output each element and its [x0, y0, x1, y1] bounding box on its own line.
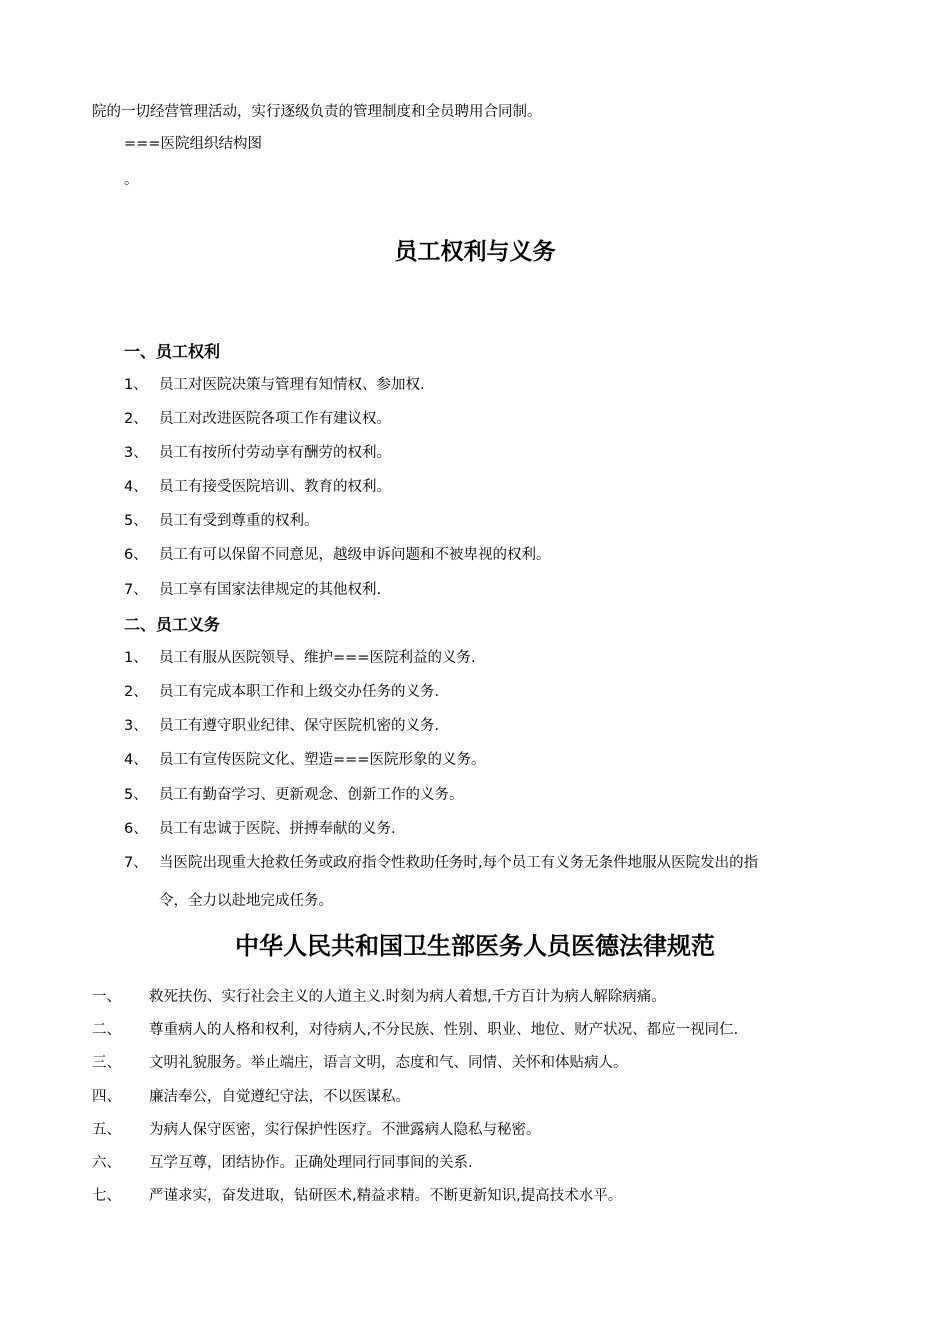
item-number: 七、	[92, 1188, 121, 1204]
item-text: 互学互尊，团结协作。正确处理同行同事间的关系.	[149, 1155, 473, 1171]
item-text: 员工有宣传医院文化、塑造===医院形象的义务。	[159, 752, 486, 768]
item-number: 2、	[124, 411, 148, 427]
item-number: 一、	[92, 989, 121, 1005]
item-number: 5、	[124, 787, 148, 803]
item-text: 为病人保守医密，实行保护性医疗。不泄露病人隐私与秘密。	[149, 1122, 541, 1138]
intro-line-2: ===医院组织结构图	[124, 136, 262, 152]
item-number: 7、	[124, 855, 148, 871]
item-text: 员工有受到尊重的权利。	[159, 513, 319, 529]
item-number: 7、	[124, 582, 148, 598]
item-number: 4、	[124, 479, 148, 495]
item-number: 6、	[124, 821, 148, 837]
item-text: 员工有按所付劳动享有酬劳的权利。	[159, 445, 391, 461]
item-number: 2、	[124, 684, 148, 700]
item-number: 3、	[124, 445, 148, 461]
item-number: 6、	[124, 547, 148, 563]
item-text: 员工有可以保留不同意见，越级申诉问题和不被卑视的权利。	[159, 547, 551, 563]
item-number: 四、	[92, 1089, 121, 1105]
duties-heading: 二、员工义务	[124, 615, 221, 634]
item-text: 员工有勤奋学习、更新观念、创新工作的义务。	[159, 787, 464, 803]
item-text: 员工有忠诚于医院、拼搏奉献的义务.	[159, 821, 396, 837]
item-text: 员工有接受医院培训、教育的权利。	[159, 479, 391, 495]
item-number: 六、	[92, 1155, 121, 1171]
rights-duties-title: 员工权利与义务	[394, 239, 556, 265]
item-text: 尊重病人的人格和权利，对待病人,不分民族、性别、职业、地位、财产状况、都应一视同仁.	[149, 1022, 739, 1038]
item-text: 员工有遵守职业纪律、保守医院机密的义务.	[159, 718, 440, 734]
item-number: 1、	[124, 650, 148, 666]
item-number: 二、	[92, 1022, 121, 1038]
item-text: 员工享有国家法律规定的其他权利.	[159, 582, 382, 598]
item-text: 员工有服从医院领导、维护===医院利益的义务.	[159, 650, 476, 666]
item-text: 员工有完成本职工作和上级交办任务的义务.	[159, 684, 440, 700]
rights-heading: 一、员工权利	[124, 342, 221, 361]
item-text: 严谨求实，奋发进取，钻研医术,精益求精。不断更新知识,提高技术水平。	[149, 1188, 623, 1204]
item-text: 救死扶伤、实行社会主义的人道主义.时刻为病人着想,千方百计为病人解除病痛。	[149, 989, 666, 1005]
intro-line-3: 。	[124, 172, 139, 188]
ethics-title: 中华人民共和国卫生部医务人员医德法律规范	[235, 932, 715, 960]
item-text: 当医院出现重大抢救任务或政府指令性救助任务时,每个员工有义务无条件地服从医院发出的指	[159, 855, 759, 871]
item-text: 文明礼貌服务。举止端庄，语言文明，态度和气、同情、关怀和体贴病人。	[149, 1055, 628, 1071]
item-number: 1、	[124, 377, 148, 393]
item-text: 员工对改进医院各项工作有建议权。	[159, 411, 391, 427]
intro-line-1: 院的一切经营管理活动，实行逐级负责的管理制度和全员聘用合同制。	[92, 104, 542, 120]
item-number: 5、	[124, 513, 148, 529]
item-text: 廉洁奉公，自觉遵纪守法，不以医谋私。	[149, 1089, 410, 1105]
item-number: 4、	[124, 752, 148, 768]
item-number: 3、	[124, 718, 148, 734]
item-text: 员工对医院决策与管理有知情权、参加权.	[159, 377, 425, 393]
item-number: 五、	[92, 1122, 121, 1138]
item-text-continuation: 令，全力以赴地完成任务。	[159, 893, 333, 909]
item-number: 三、	[92, 1055, 121, 1071]
